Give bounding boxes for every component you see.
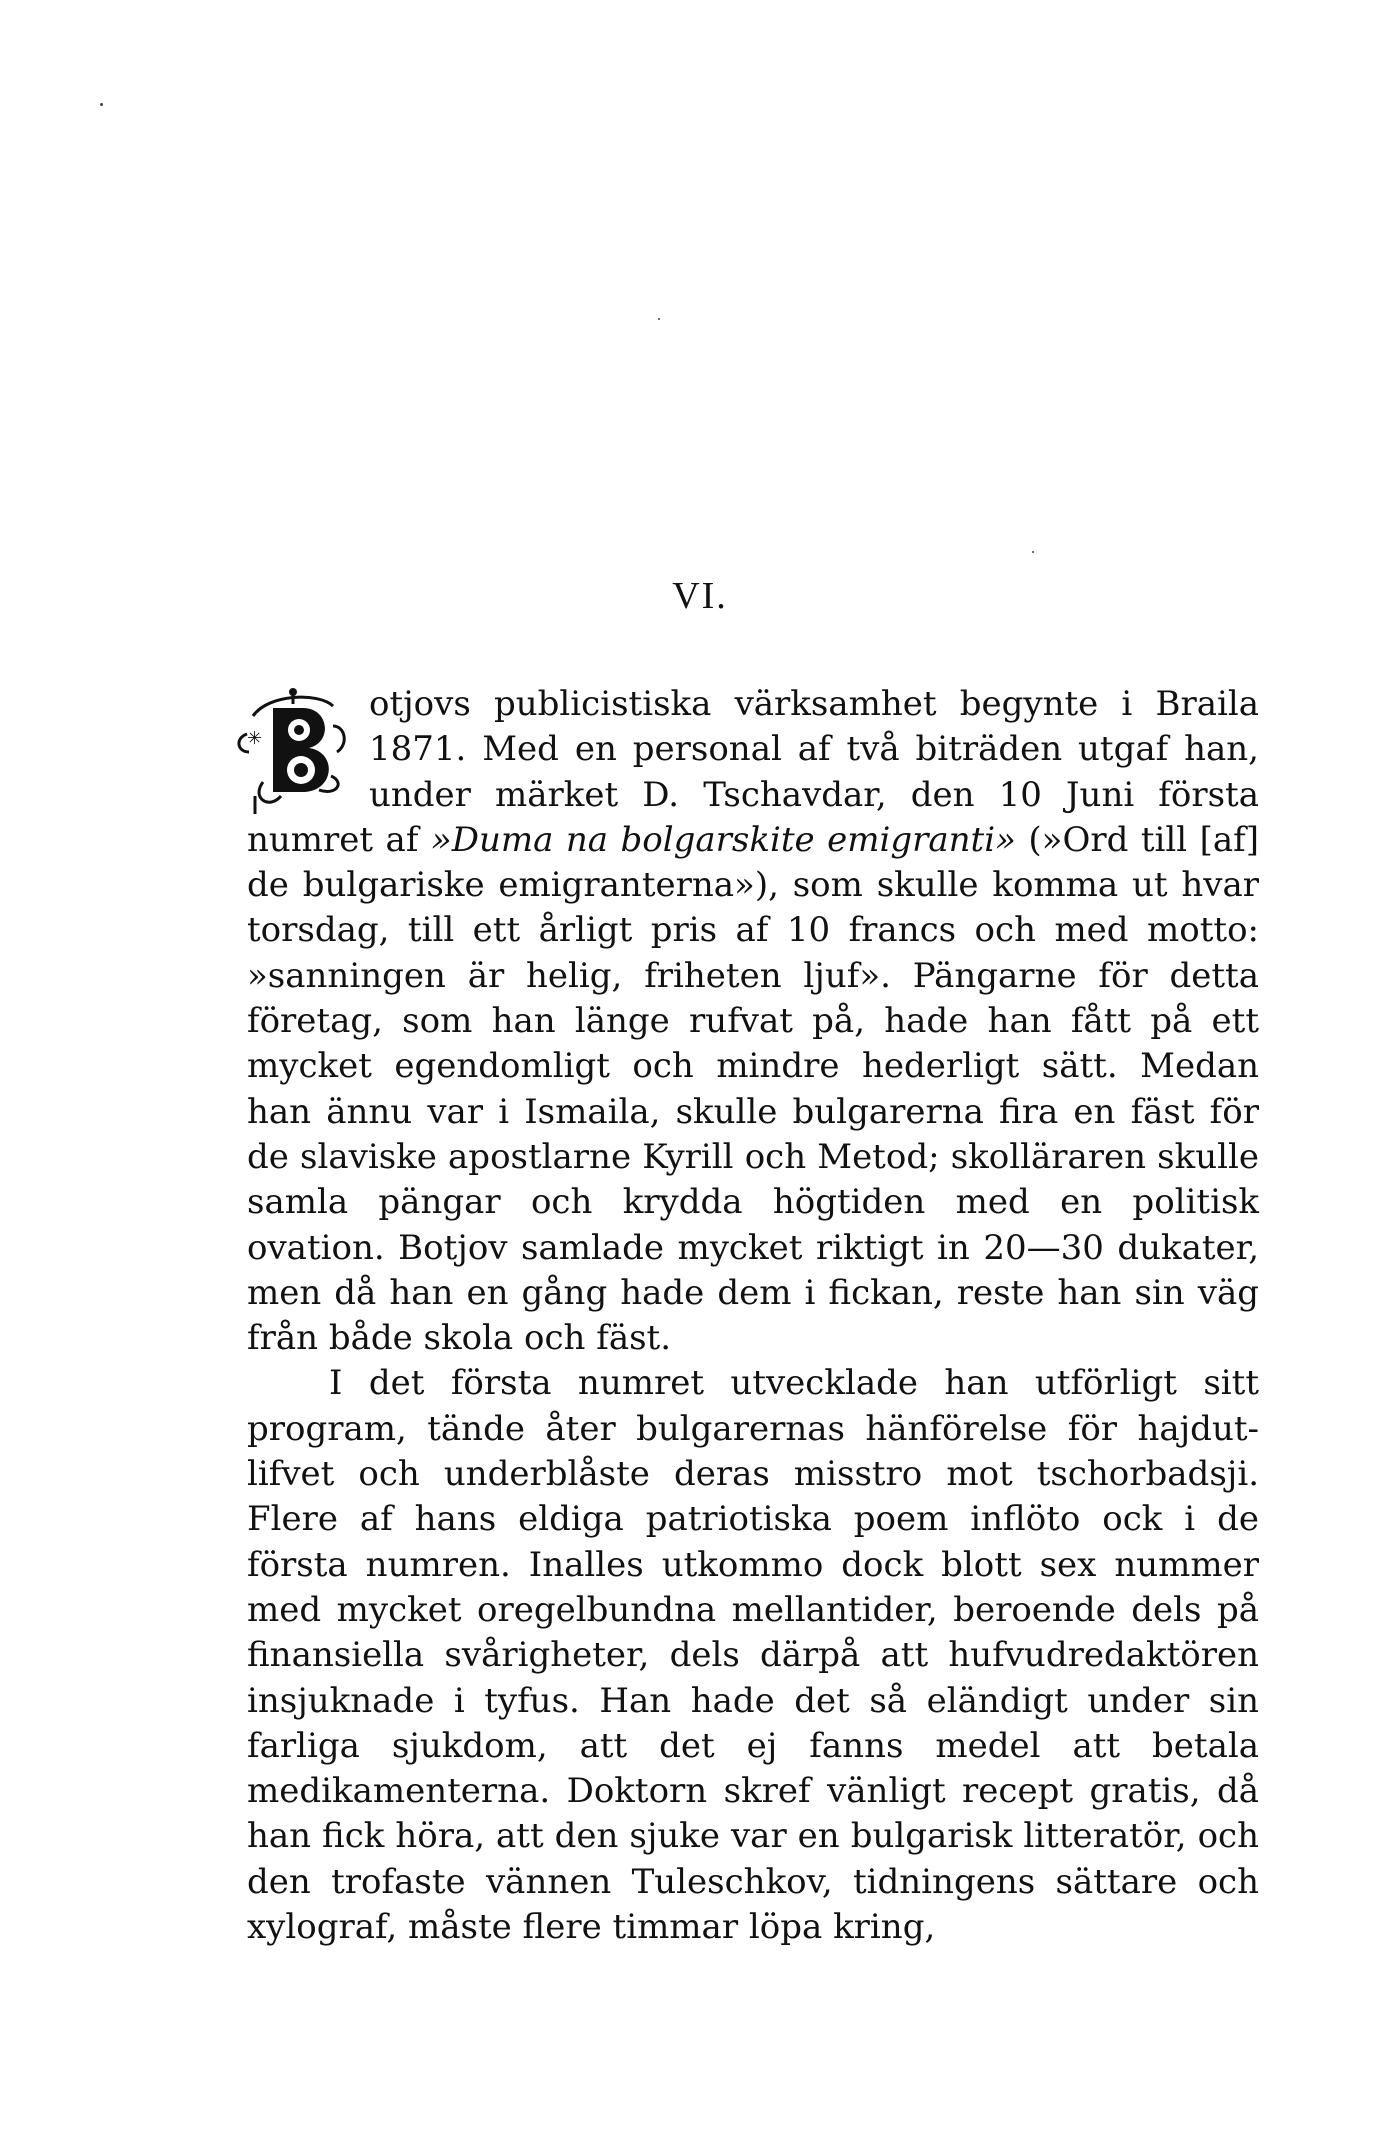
- body-text: [233, 682, 1260, 1950]
- initial-letter: B: [233, 686, 234, 687]
- ink-speck: [100, 103, 103, 106]
- ink-speck: [658, 318, 660, 320]
- first-word-remainder: otjovs: [369, 684, 471, 724]
- paragraph-1-text-a: publicistiska värksamhet begynte i Braila 1871. Med en personal af två biträden utgaf han, under märket D. Tschavdar, den 10 Juni första numret af: [247, 684, 1260, 860]
- journal-title: »Duma na bolgarskite emigranti»: [430, 819, 1016, 860]
- chapter-heading: VI.: [672, 575, 728, 617]
- paragraph-1: [233, 682, 1260, 1361]
- svg-text:✳: ✳: [247, 728, 263, 749]
- paragraph-1-text-b: (»Ord till [af] de bulgariske emigranterna»), som skulle komma ut hvar torsdag, till ett årligt pris af 10 francs och med motto: »sanningen är helig, friheten ljuf». Pängarne för detta företag, som han länge rufvat på, hade han fått på ett mycket egendomligt och mindre hederligt sätt. Medan han ännu var i Ismaila, skulle bulgarerna fira en fäst för de slaviske apostlarne Kyrill och Metod; skolläraren skulle samla pängar och krydda högtiden med en politisk ovation. Botjov samlade mycket riktigt in 20—30 dukater, men då han en gång hade dem i fickan, reste han sin väg från både skola och fäst.: [247, 819, 1260, 1359]
- paragraph-2: I det första numret utvecklade han utförligt sitt program, tände åter bulgarernas hänförelse för hajdut-lifvet och underblåste deras misstro mot tschorbadsji. Flere af hans eldiga patriotiska poem inflöto ock i de första numren. Inalles utkommo dock blott sex nummer med mycket oregelbundna mellantider, beroende dels på finansiella svårigheter, dels därpå att hufvudredaktören insjuknade i tyfus. Han hade det så eländigt under sin farliga sjukdom, att det ej fanns medel att betala medikamenterna. Doktorn skref vänligt recept gratis, då han fick höra, att den sjuke var en bulgarisk litteratör, och den trofaste vännen Tuleschkov, tidningens sättare och xylograf, måste flere timmar löpa kring,: [247, 1363, 1259, 1948]
- ink-speck: [1032, 551, 1034, 553]
- ornamental-initial-b-icon: [233, 686, 357, 816]
